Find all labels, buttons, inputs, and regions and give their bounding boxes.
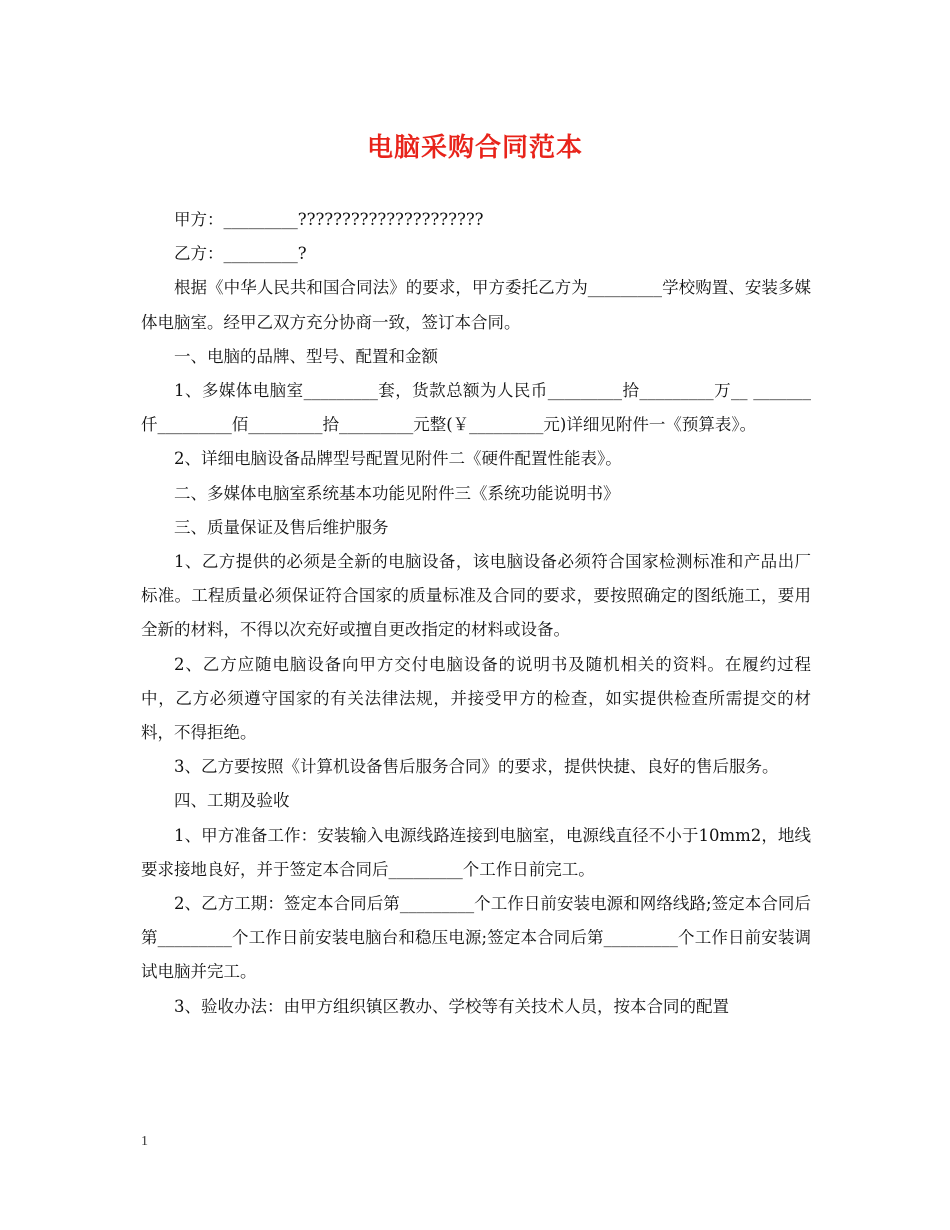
page-number: 1 — [141, 1134, 148, 1149]
document-title: 电脑采购合同范本 — [366, 133, 583, 163]
section-heading: 一、电脑的品牌、型号、配置和金额 — [174, 346, 438, 366]
section-heading: 四、工期及验收 — [174, 791, 290, 811]
clause-paragraph: 2、乙方工期：签定本合同后第_________个工作日前安装电源和网络线路;签定本合同后第_________个工作日前安装电脑台和稳压电源;签定本合同后第_________个工作日前安装调试电脑并完工。 — [141, 894, 811, 982]
clause-paragraph: 3、验收办法：由甲方组织镇区教办、学校等有关技术人员，按本合同的配置 — [174, 996, 729, 1016]
clause-paragraph: 2、乙方应随电脑设备向甲方交付电脑设备的说明书及随机相关的资料。在履约过程中，乙方必须遵守国家的有关法律法规，并接受甲方的检查，如实提供检查所需提交的材料，不得拒绝。 — [141, 654, 811, 743]
document-body — [141, 203, 811, 1024]
section-heading: 二、多媒体电脑室系统基本功能见附件三《系统功能说明书》 — [174, 483, 620, 503]
party-b-line: 乙方：_________? — [174, 244, 307, 264]
clause-paragraph: 2、详细电脑设备品牌型号配置见附件二《硬件配置性能表》。 — [174, 449, 622, 469]
clause-paragraph: 1、甲方准备工作：安装输入电源线路连接到电脑室，电源线直径不小于10mm2，地线要求接地良好，并于签定本合同后_________个工作日前完工。 — [141, 825, 811, 879]
clause-paragraph: 3、乙方要按照《计算机设备售后服务合同》的要求，提供快捷、良好的售后服务。 — [174, 757, 779, 777]
clause-paragraph: 1、乙方提供的必须是全新的电脑设备，该电脑设备必须符合国家检测标准和产品出厂标准。工程质量必须保证符合国家的质量标准及合同的要求，要按照确定的图纸施工，要用全新的材料，不得以次充好或擅自更改指定的材料或设备。 — [141, 552, 811, 640]
party-a-line: 甲方：_________????????????????????? — [174, 210, 484, 229]
preamble-paragraph: 根据《中华人民共和国合同法》的要求，甲方委托乙方为_________学校购置、安装多媒体电脑室。经甲乙双方充分协商一致，签订本合同。 — [141, 278, 811, 332]
section-heading: 三、质量保证及售后维护服务 — [174, 517, 389, 537]
clause-paragraph: 1、多媒体电脑室_________套，货款总额为人民币_________拾_________万__ _______仟_________佰_________拾_________元整(￥_________元)详细见附件一《预算表》。 — [141, 381, 811, 435]
